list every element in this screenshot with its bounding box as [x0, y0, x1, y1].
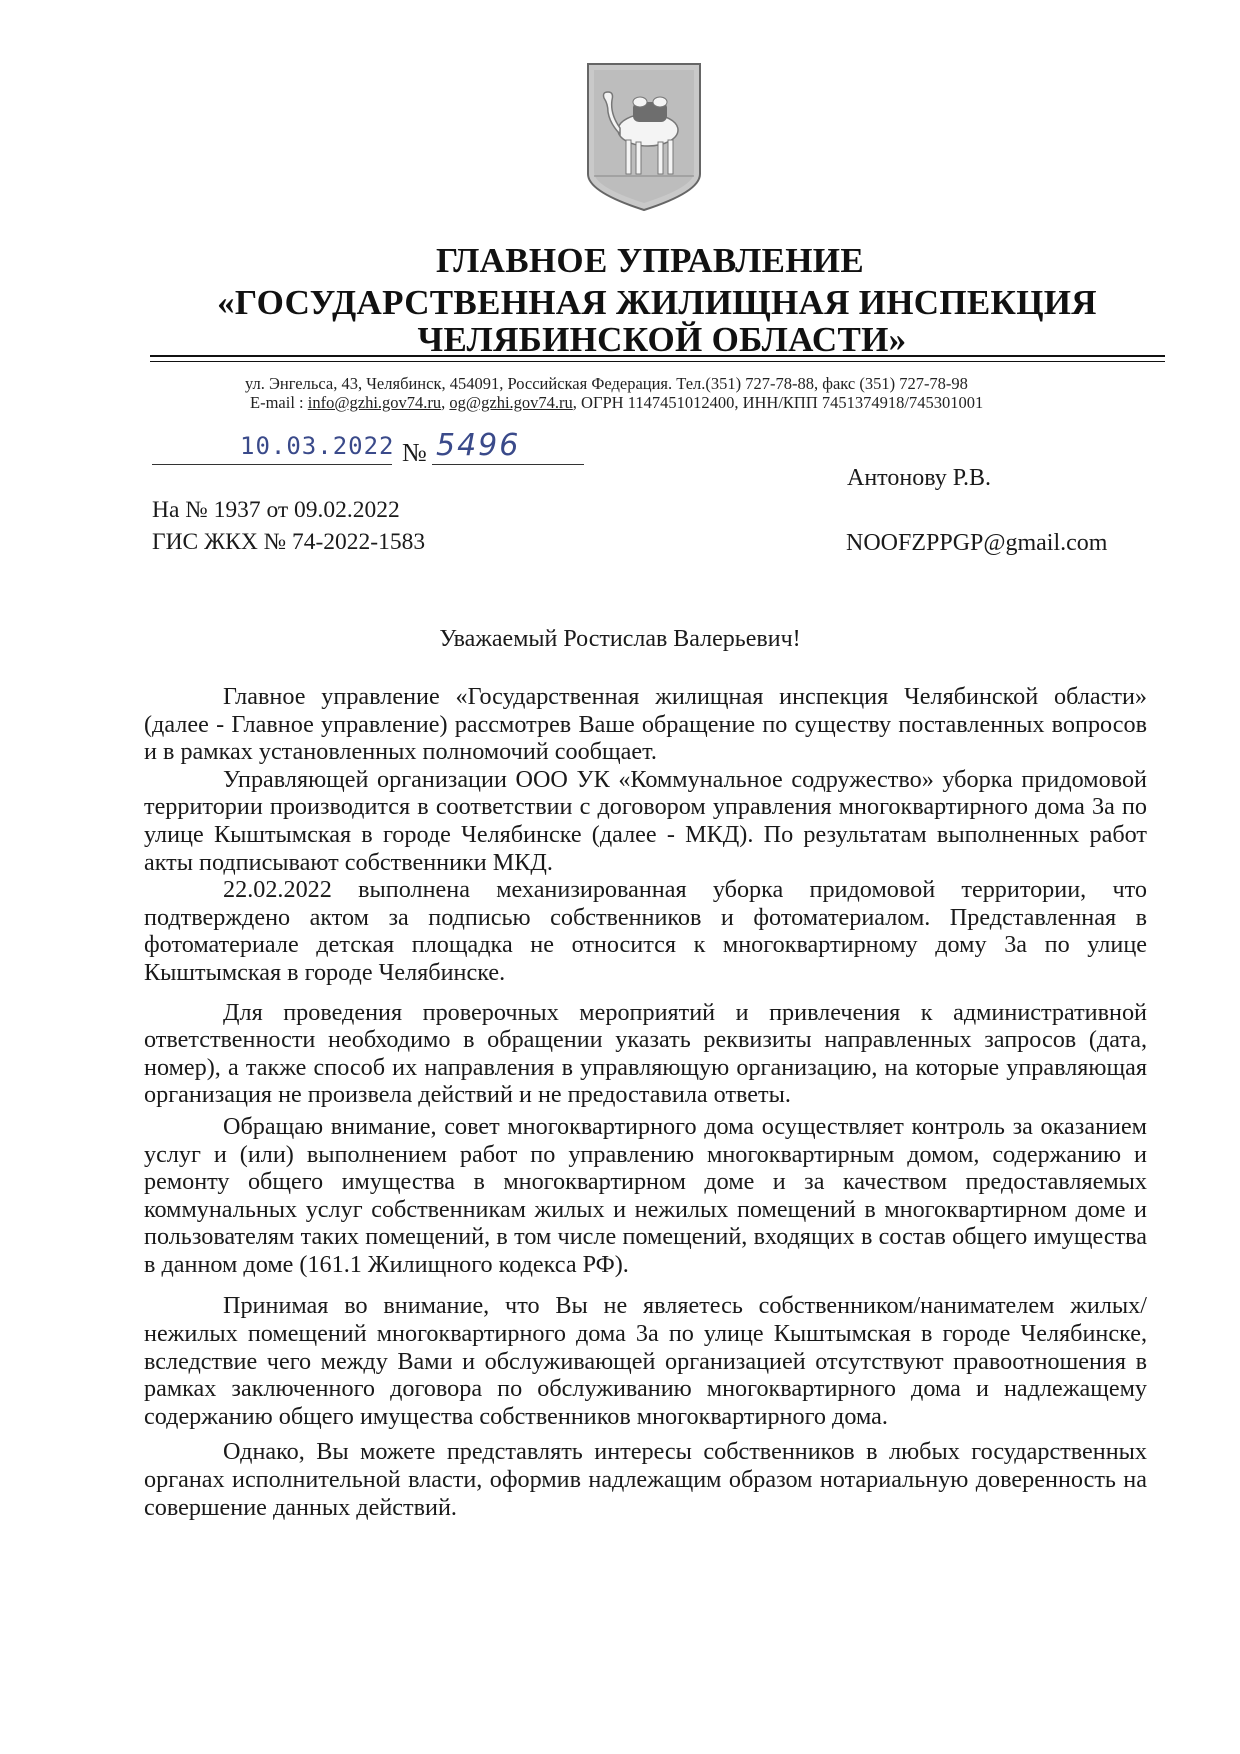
registration-date-stamp: 10.03.2022	[240, 432, 395, 460]
paragraph-7: Однако, Вы можете представлять интересы собственников в любых государственных органах исполнительной власти, оформив надлежащим образом нотариальную доверенность на совершение данных действий.	[144, 1438, 1147, 1521]
paragraph-4: Для проведения проверочных мероприятий и привлечения к административной ответственности необходимо в обращении указать реквизиты направленных запросов (дата, номер), а также способ их направления в управляющую организацию, на которые управляющая организация не произвела действий и не предоставила ответы.	[144, 998, 1147, 1109]
paragraph-1: Главное управление «Государственная жилищная инспекция Челябинской области» (далее - Главное управление) рассмотрев Ваше обращение по существу поставленных вопросов и в рамках установленных полномочий сообщает.	[144, 683, 1147, 766]
paragraph-6: Принимая во внимание, что Вы не являетесь собственником/нанимателем жилых/нежилых помещений многоквартирного дома 3а по улице Кыштымская в городе Челябинске, вследствие чего между Вами и обслуживающей организацией отсутствуют правоотношения в рамках заключенного договора по обслуживанию многоквартирного дома и надлежащему содержанию общего имущества собственников многоквартирного дома.	[144, 1292, 1147, 1430]
header-rule-thick	[150, 355, 1165, 357]
letter-body	[144, 683, 1147, 1521]
addressee-name: Антонову Р.В.	[847, 465, 992, 491]
header-rule-thin	[150, 361, 1165, 362]
paragraph-3: 22.02.2022 выполнена механизированная уборка придомовой территории, что подтверждено актом за подписью собственников и фотоматериалом. Представленная в фотоматериале детская площадка не относится к многоквартирному дому 3а по улице Кыштымская в городе Челябинске.	[144, 876, 1147, 986]
paragraph-2: Управляющей организации ООО УК «Коммунальное содружество» уборка придомовой территории производится в соответствии с договором управления многоквартирного дома 3а по улице Кыштымская в городе Челябинске (далее - МКД). По результатам выполненных работ акты подписывают собственники МКД.	[144, 765, 1147, 876]
chelyabinsk-camel-coat-of-arms-icon	[586, 62, 702, 212]
reference-gis: ГИС ЖКХ № 74-2022-1583	[152, 529, 426, 555]
contact-address-line: ул. Энгельса, 43, Челябинск, 454091, Российская Федерация. Тел.(351) 727-78-88, факс (351) 727-78-98	[245, 374, 968, 393]
requisites-text: , ОГРН 1147451012400, ИНН/КПП 7451374918/745301001	[572, 393, 984, 412]
contact-requisites-line	[250, 393, 1180, 413]
greeting: Уважаемый Ростислав Валерьевич!	[439, 626, 801, 652]
registration-number-sign: №	[402, 438, 427, 467]
org-name-line3: ЧЕЛЯБИНСКОЙ ОБЛАСТИ»	[417, 320, 907, 359]
registration-number-handwritten: 5496	[436, 428, 521, 463]
email-link-info[interactable]: info@gzhi.gov74.ru	[307, 393, 442, 412]
email-label: E-mail :	[250, 393, 308, 412]
reference-incoming: На № 1937 от 09.02.2022	[152, 497, 400, 523]
email-separator: ,	[441, 393, 450, 412]
email-link-og[interactable]: og@gzhi.gov74.ru	[449, 393, 573, 412]
paragraph-5: Обращаю внимание, совет многоквартирного дома осуществляет контроль за оказанием услуг и (или) выполнением работ по управлению многоквартирным домом, содержанию и ремонту общего имущества в многоквартирном доме и за качеством предоставляемых коммунальных услуг собственникам жилых и нежилых помещений в многоквартирном доме и пользователям таких помещений, в том числе помещений, входящих в состав общего имущества в данном доме (161.1 Жилищного кодекса РФ).	[144, 1112, 1147, 1278]
org-name-line2: «ГОСУДАРСТВЕННАЯ ЖИЛИЩНАЯ ИНСПЕКЦИЯ	[217, 283, 1097, 322]
addressee-email: NOOFZPPGP@gmail.com	[846, 530, 1108, 556]
org-name-line1: ГЛАВНОЕ УПРАВЛЕНИЕ	[436, 241, 864, 280]
